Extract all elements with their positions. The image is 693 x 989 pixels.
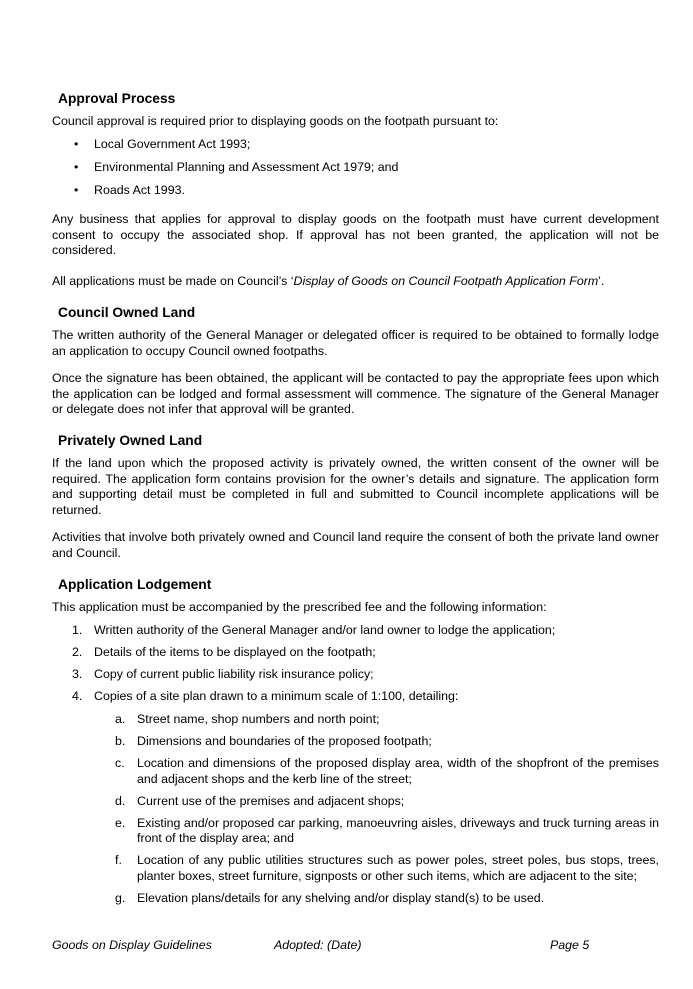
footer-document-title: Goods on Display Guidelines [52,938,212,952]
heading-council-owned-land: Council Owned Land [58,305,196,320]
list-item: 4. Copies of a site plan drawn to a minimum scale of 1:100, detailing: [72,689,459,704]
footer-page-number: Page 5 [550,938,590,952]
list-item: a. Street name, shop numbers and north point; [115,712,380,726]
heading-privately-owned-land: Privately Owned Land [58,433,203,448]
list-item: c. Location and dimensions of the proposed display area, width of the shopfront of the premises and adjacent shops and the kerb line of the street; [115,756,659,786]
list-item: 2. Details of the items to be displayed on the footpath; [72,645,376,660]
footer-adopted-date: Adopted: (Date) [274,938,362,952]
list-item: g. Elevation plans/details for any shelving and/or display stand(s) to be used. [115,891,545,906]
approval-para-consent: Any business that applies for approval to display goods on the footpath must have current development consent to occupy the associated shop. If approval has not been granted, the application will not be considered. [52,212,659,257]
bullet-mark: • [74,137,79,151]
list-item: 3. Copy of current public liability risk insurance policy; [72,667,374,682]
approval-acts-list [52,137,659,206]
lodgement-requirements-list [52,623,659,711]
bullet-mark: • [74,160,79,175]
private-land-para-consent: If the land upon which the proposed activity is privately owned, the written consent of the owner will be required. The application form contains provision for the owner’s details and signature. The application form and supporting detail must be completed in full and submitted to Council incomplete applications will be returned. [52,456,659,517]
list-item: f. Location of any public utilities structures such as power poles, street poles, bus stops, trees, planter boxes, street furniture, signposts or other such items, which are adjacent to the site; [115,853,659,883]
list-item: 1. Written authority of the General Manager and/or land owner to lodge the application; [72,623,556,637]
bullet-mark: • [74,183,79,198]
list-item: d. Current use of the premises and adjacent shops; [115,793,405,808]
council-land-para-signature: Once the signature has been obtained, the applicant will be contacted to pay the appropriate fees upon which the application can be lodged and formal assessment will commence. The signature of the General Manager or delegate does not infer that approval will be granted. [52,371,659,416]
list-item: b. Dimensions and boundaries of the proposed footpath; [115,734,432,749]
site-plan-details-list [52,712,659,913]
council-land-para-authority: The written authority of the General Manager or delegated officer is required to be obtained to formally lodge an application to occupy Council owned footpaths. [52,328,659,358]
form-name: Display of Goods on Council Footpath Application Form [293,274,599,288]
lodgement-intro: This application must be accompanied by the prescribed fee and the following information: [52,600,547,614]
list-item: e. Existing and/or proposed car parking, manoeuvring aisles, driveways and truck turning areas in front of the display area; and [115,815,659,846]
list-item: • Environmental Planning and Assessment Act 1979; and [74,160,399,175]
private-land-para-both: Activities that involve both privately owned and Council land require the consent of both the private land owner and Council. [52,530,659,560]
approval-para-form: All applications must be made on Council’s ‘Display of Goods on Council Footpath Application Form’. [52,274,605,288]
heading-approval-process: Approval Process [58,91,176,106]
list-item: • Roads Act 1993. [74,183,185,198]
heading-application-lodgement: Application Lodgement [58,577,212,592]
approval-intro: Council approval is required prior to displaying goods on the footpath pursuant to: [52,114,499,128]
list-item: • Local Government Act 1993; [74,137,251,151]
